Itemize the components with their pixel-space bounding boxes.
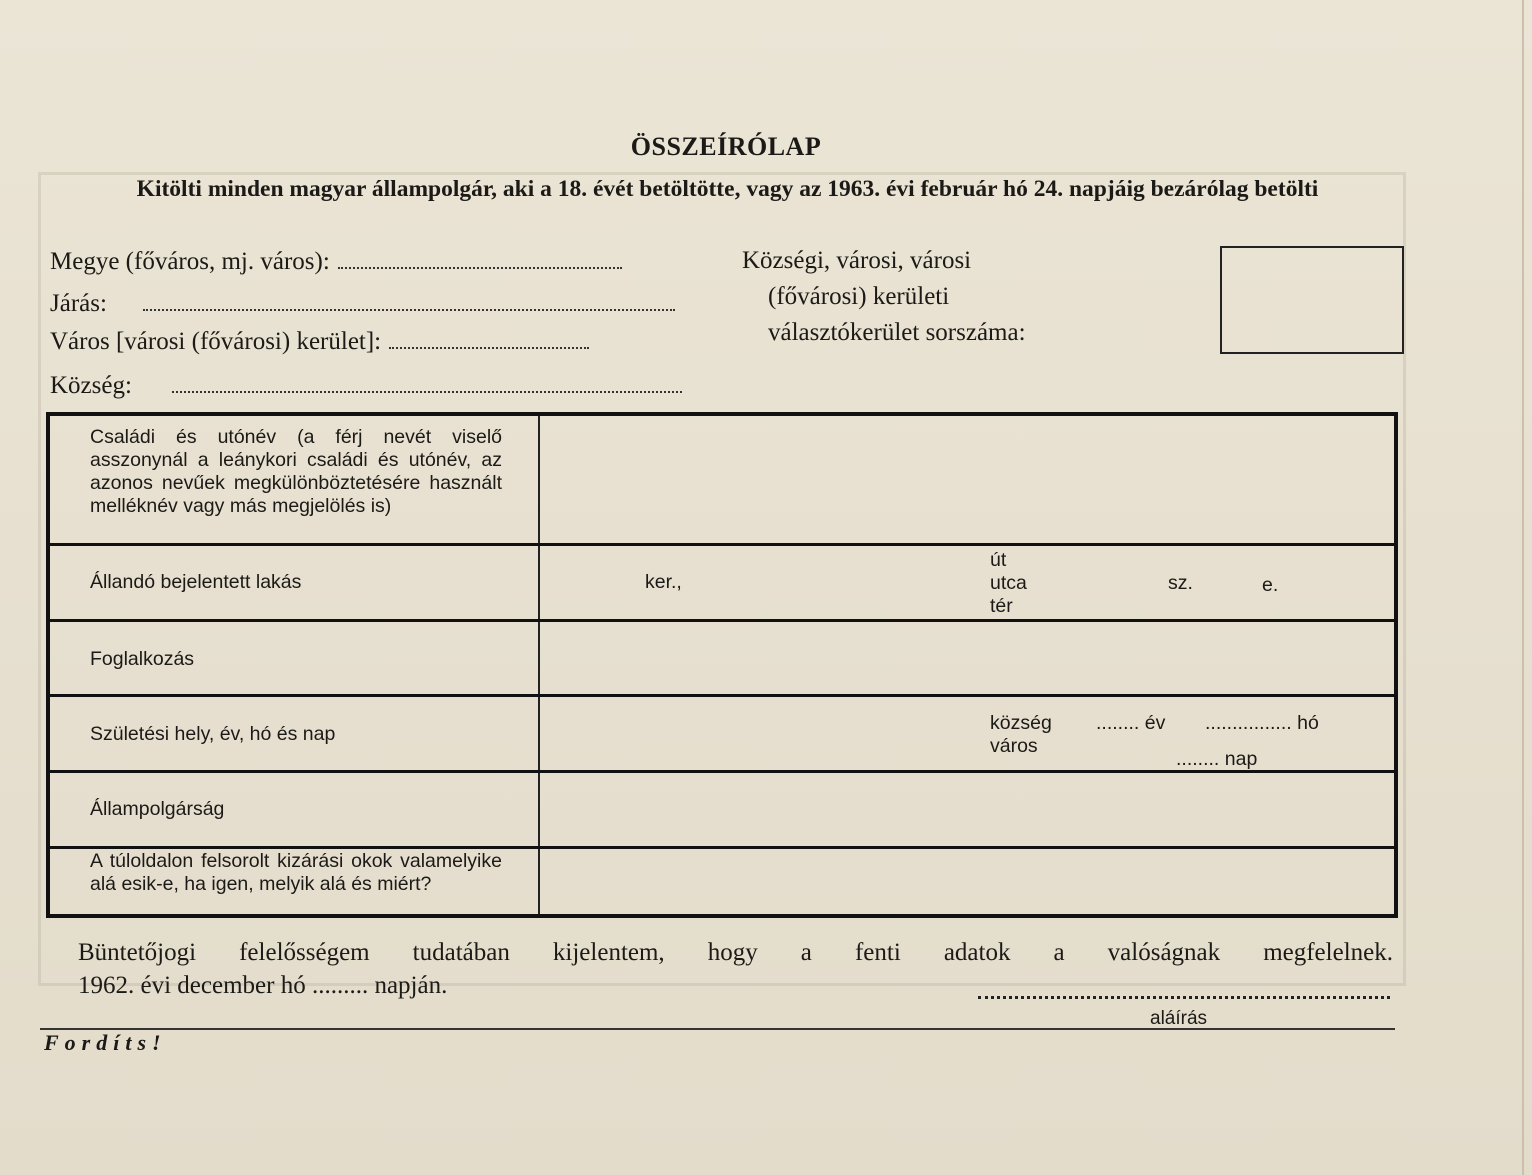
field-jaras-dots xyxy=(143,303,675,311)
birth-nap: ........ nap xyxy=(1176,748,1258,770)
district-number-box[interactable] xyxy=(1220,246,1404,354)
field-jaras-label: Járás: xyxy=(50,290,107,317)
declaration-text: Büntetőjogi felelősségem tudatában kijelentem, hogy a fenti adatok a valóságnak megfelelnek. xyxy=(78,939,1393,966)
address-utca: utca xyxy=(990,572,1027,594)
district-line-1: Községi, városi, városi xyxy=(742,247,972,274)
birth-ho: ................ hó xyxy=(1205,712,1319,734)
row-exclusion-label: A túloldalon felsorolt kizárási okok valamelyike alá esik-e, ha igen, melyik alá és miért? xyxy=(90,850,502,895)
field-varos-label: Város [városi (fővárosi) kerület]: xyxy=(50,328,382,355)
address-sz: sz. xyxy=(1168,572,1193,594)
address-ut: út xyxy=(990,549,1007,571)
paper-edge xyxy=(1522,0,1524,1175)
row-citizenship-label: Állampolgárság xyxy=(90,798,225,820)
row-occupation-label: Foglalkozás xyxy=(90,648,195,670)
turn-over-note: Fordíts! xyxy=(44,1030,167,1055)
field-megye[interactable] xyxy=(50,248,622,276)
field-varos-dots xyxy=(389,341,589,349)
field-varos[interactable] xyxy=(50,328,589,356)
address-e: e. xyxy=(1262,574,1279,596)
district-line-3: választókerület sorszáma: xyxy=(768,319,1026,346)
birth-ev: ........ év xyxy=(1096,712,1166,734)
bottom-rule xyxy=(40,1028,1395,1030)
birth-varos: város xyxy=(990,735,1038,757)
data-table xyxy=(46,412,1398,918)
field-jaras[interactable] xyxy=(50,290,675,318)
form-instruction: Kitölti minden magyar állampolgár, aki a 18. évét betöltötte, vagy az 1963. évi február hó 24. napjáig bezárólag betölti xyxy=(136,176,1319,202)
birth-kozseg: község xyxy=(990,712,1052,734)
field-kozseg[interactable] xyxy=(50,372,682,400)
row-name-label: Családi és utónév (a férj nevét viselő asszonynál a leánykori családi és utónév, az azonos nevűek megkülönböztetésére használt melléknév vagy más megjelölés is) xyxy=(90,426,502,517)
table-row-divider xyxy=(50,846,1394,849)
table-row-divider xyxy=(50,619,1394,622)
district-line-2: (fővárosi) kerületi xyxy=(768,283,950,310)
table-column-divider xyxy=(538,416,540,914)
form-title: ÖSSZEÍRÓLAP xyxy=(630,132,822,161)
table-row-divider xyxy=(50,543,1394,546)
address-ter: tér xyxy=(990,595,1013,617)
field-megye-dots xyxy=(338,261,622,269)
table-row-divider xyxy=(50,694,1394,697)
field-megye-label: Megye (főváros, mj. város): xyxy=(50,248,330,275)
signature-line[interactable] xyxy=(978,986,1390,999)
signature-label: aláírás xyxy=(1150,1008,1208,1029)
declaration-date: 1962. évi december hó ......... napján. xyxy=(78,972,448,999)
row-address-label: Állandó bejelentett lakás xyxy=(90,571,302,593)
row-birth-label: Születési hely, év, hó és nap xyxy=(90,723,336,745)
field-kozseg-label: Község: xyxy=(50,372,132,399)
field-kozseg-dots xyxy=(172,385,682,393)
address-ker: ker., xyxy=(645,571,682,593)
